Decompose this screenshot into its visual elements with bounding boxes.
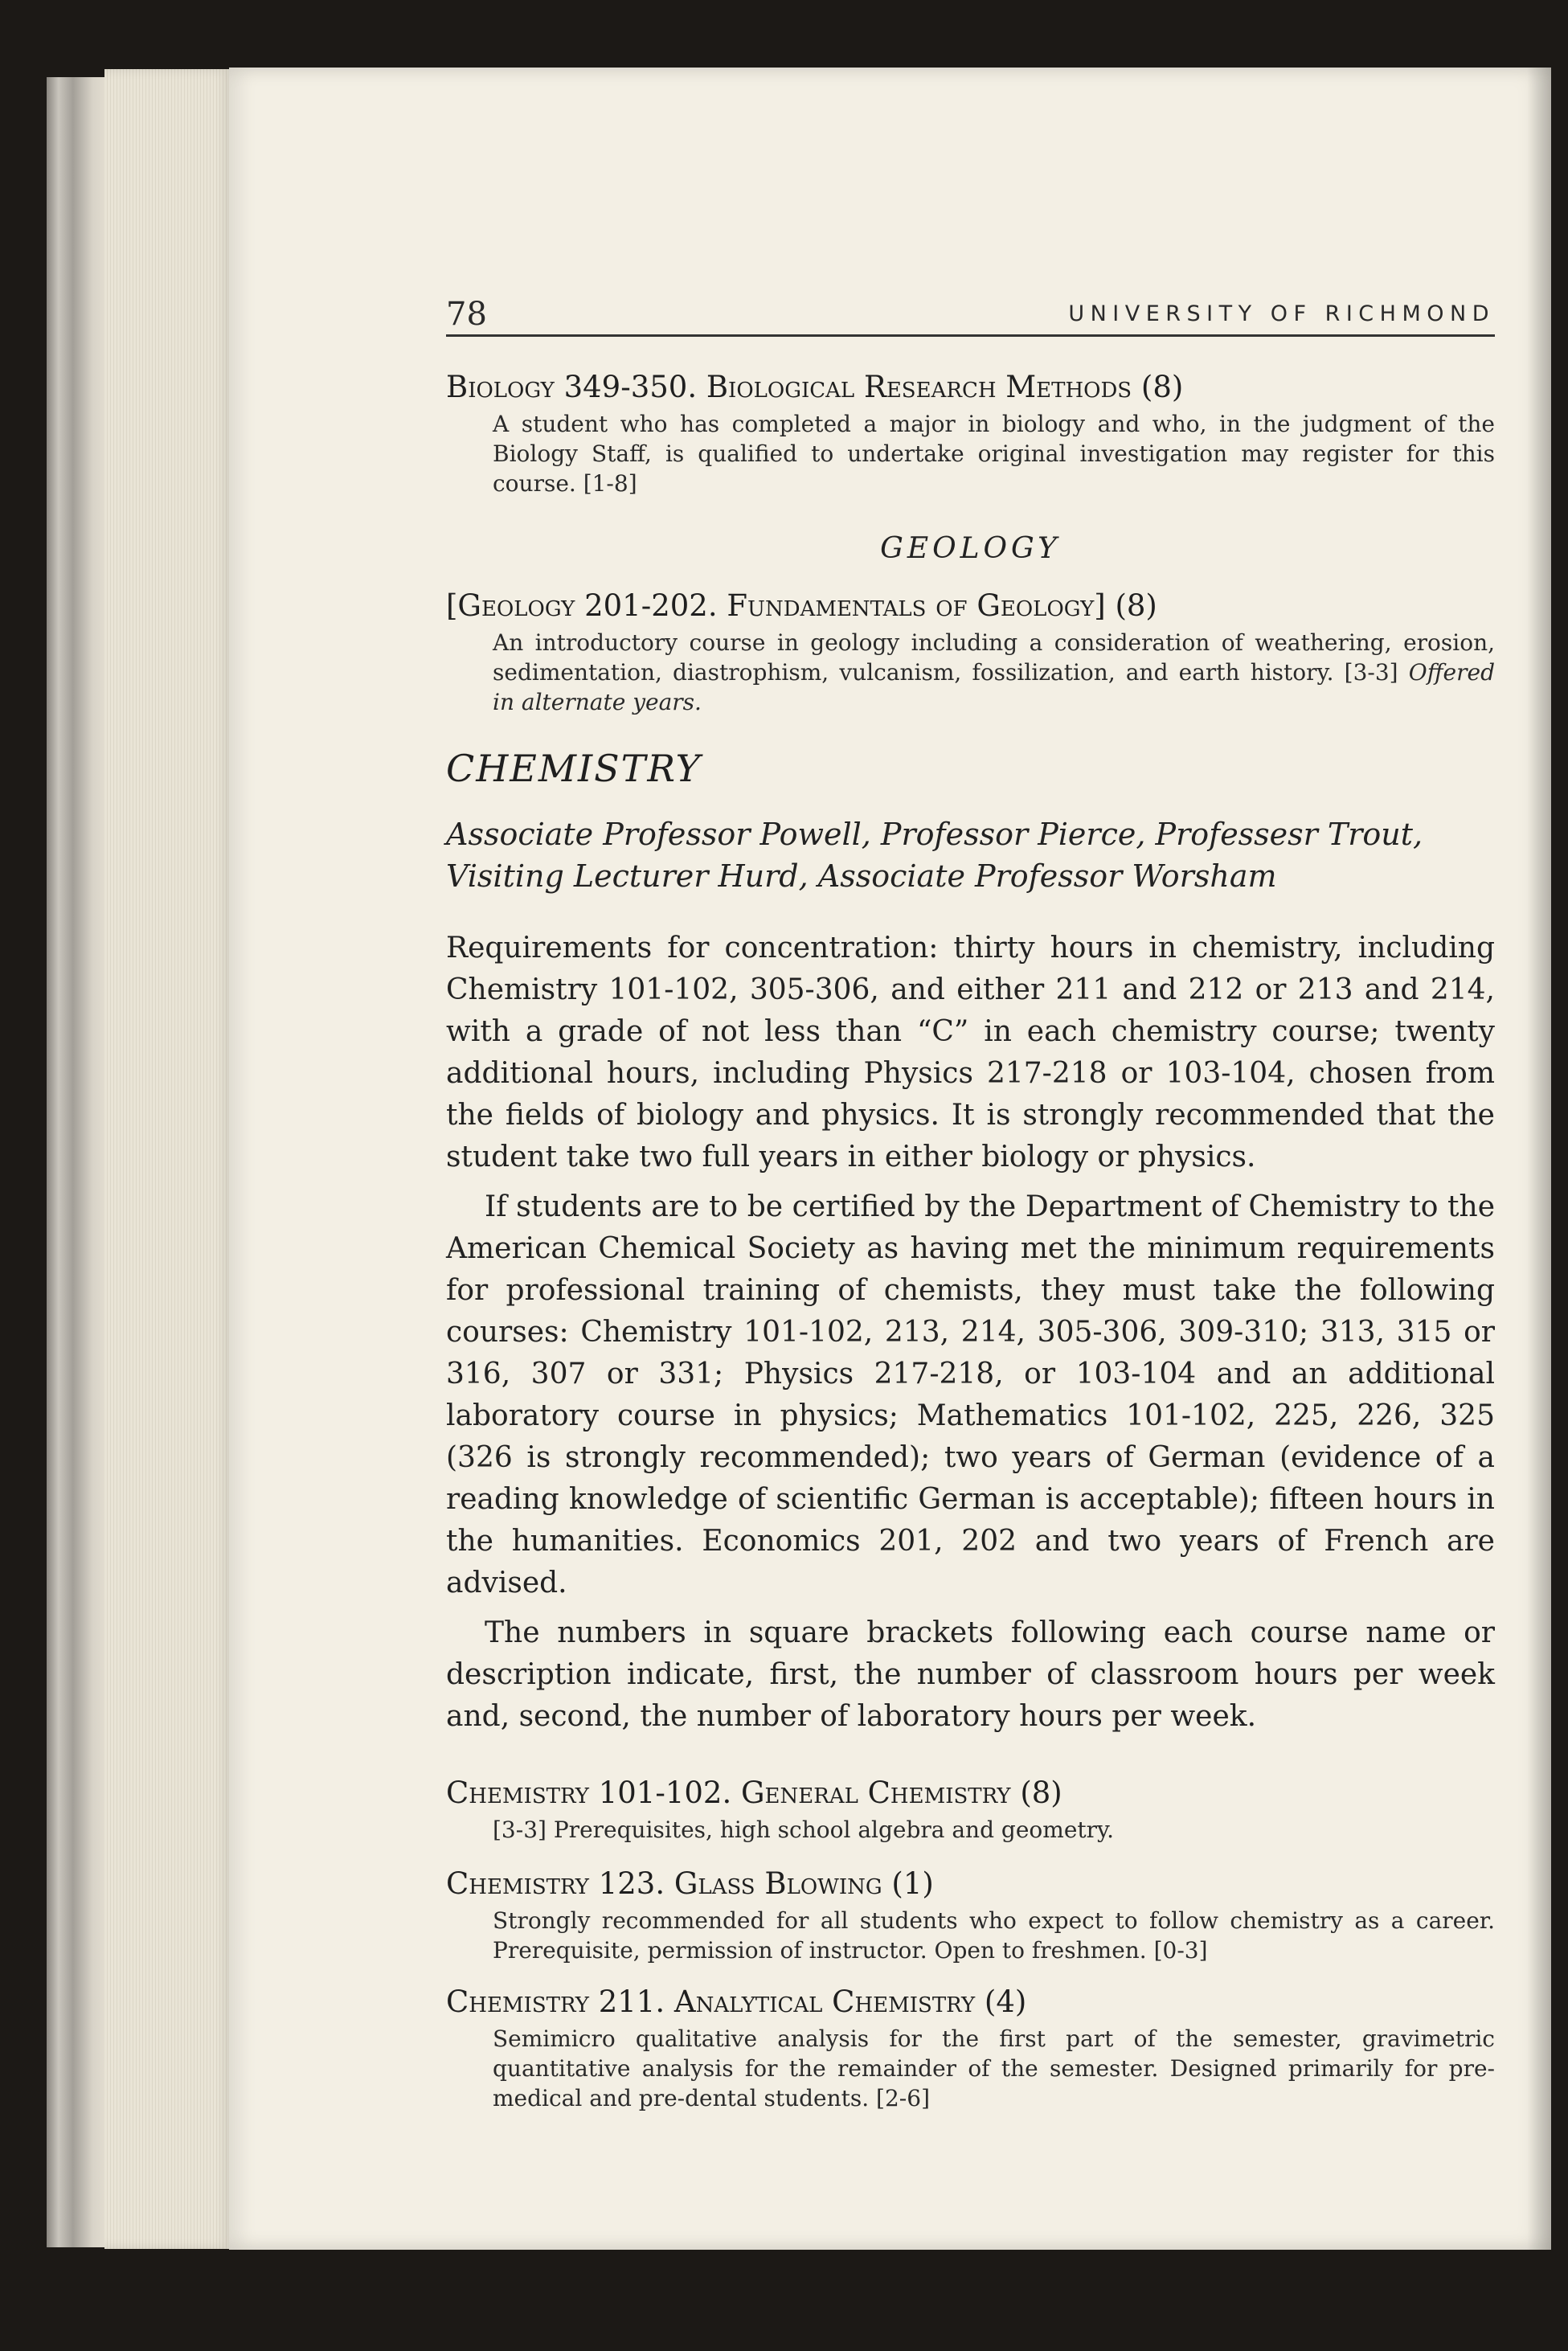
course-description: Semimicro qualitative analysis for the first part of the semester, gravimetric quantitative analysis for the remainder of the semester. Designed primarily for pre-medical and pre-dental students. [2-6] — [493, 2025, 1495, 2111]
faculty-line: Associate Professor Powell, Professor Pierce, Professesr Trout, — [446, 817, 1423, 852]
paragraph: Requirements for concentration: thirty hours in chemistry, including Chemistry 101-102, 305-306, and either 211 and 212 or 213 and 214, with a grade of not less than “C” in each chemistry course; twenty additional hours, including Physics 217-218 or 103-104, chosen from the fields of biology and physics. It is strongly recommended that the student take two full years in either biology or physics. — [446, 932, 1495, 1173]
book-spine — [47, 77, 113, 2247]
offered-note: Offered in alternate years. — [493, 659, 1495, 715]
course-title: [Geology 201-202. Fundamentals of Geology] (8) — [446, 588, 1157, 623]
biology-course — [446, 370, 1495, 498]
chemistry-course — [446, 1866, 1495, 1965]
geology-heading-block — [446, 532, 1495, 565]
running-title: UNIVERSITY OF RICHMOND — [1068, 301, 1495, 326]
faculty-list — [446, 813, 1495, 897]
chemistry-heading-block — [446, 747, 1495, 790]
course-title: Biology 349-350. Biological Research Methods (8) — [446, 370, 1184, 404]
course-description — [493, 628, 1495, 717]
course-description: [3-3] Prerequisites, high school algebra and geometry. — [493, 1816, 1115, 1843]
course-description: Strongly recommended for all students who expect to follow chemistry as a career. Prerequisite, permission of instructor. Open to freshmen. [0-3] — [493, 1907, 1495, 1964]
requirements-text — [446, 928, 1495, 1738]
book-page — [229, 68, 1551, 2250]
course-description-text: An introductory course in geology including a consideration of weathering, erosion, sedimentation, diastrophism, vulcanism, fossilization, and earth history. [3-3] — [493, 629, 1495, 686]
course-title: Chemistry 211. Analytical Chemistry (4) — [446, 1984, 1027, 2019]
paragraph: The numbers in square brackets following each course name or description indicate, first, the number of classroom hours per week and, second, the number of laboratory hours per week. — [446, 1616, 1495, 1733]
geology-course — [446, 588, 1495, 717]
page-edges — [104, 69, 233, 2249]
chemistry-course — [446, 1984, 1495, 2113]
chemistry-heading: CHEMISTRY — [446, 747, 702, 790]
paragraph: If students are to be certified by the Department of Chemistry to the American Chemical Society as having met the minimum requirements for professional training of chemists, they must take the following courses: Chemistry 101-102, 213, 214, 305-306, 309-310; 313, 315 or 316, 307 or 331; Physics 217-218, or 103-104 and an additional laboratory course in physics; Mathematics 101-102, 225, 226, 325 (326 is strongly recommended); two years of German (evidence of a reading knowledge of scientific German is acceptable); fifteen hours in the humanities. Economics 201, 202 and two years of French are advised. — [446, 1190, 1495, 1599]
course-title: Chemistry 123. Glass Blowing (1) — [446, 1866, 934, 1901]
page-shadow — [1527, 68, 1551, 2250]
chemistry-course — [446, 1776, 1495, 1845]
faculty-line: Visiting Lecturer Hurd, Associate Professor Worsham — [446, 858, 1277, 894]
geology-heading: GEOLOGY — [880, 532, 1061, 565]
course-title: Chemistry 101-102. General Chemistry (8) — [446, 1776, 1062, 1810]
running-head — [446, 286, 1495, 337]
page-number: 78 — [446, 296, 487, 333]
course-description: A student who has completed a major in biology and who, in the judgment of the Biology Staff, is qualified to undertake original investigation may register for this course. [1-8] — [493, 411, 1495, 497]
